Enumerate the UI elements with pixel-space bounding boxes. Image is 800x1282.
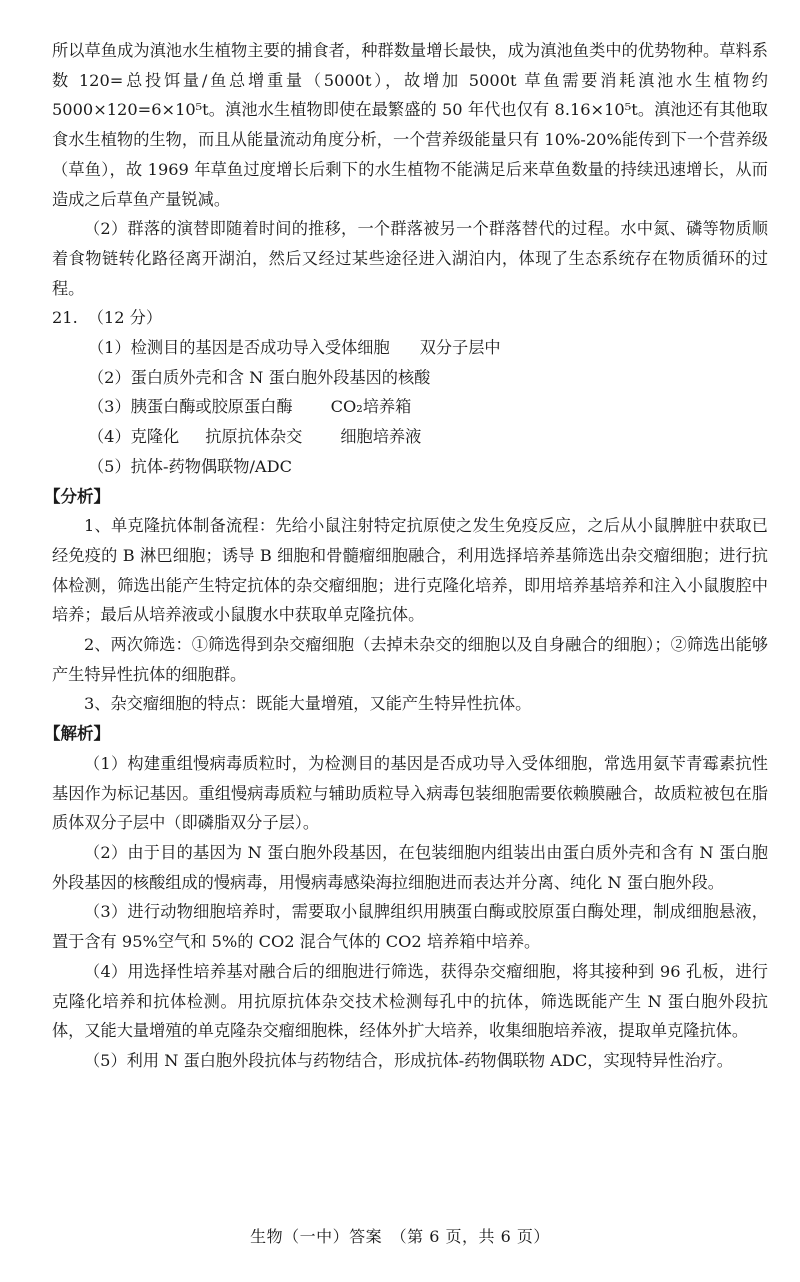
analysis-paragraph-1: 1、单克隆抗体制备流程：先给小鼠注射特定抗原使之发生免疫反应，之后从小鼠脾脏中获取已经免疫的 B 淋巴细胞；诱导 B 细胞和骨髓瘤细胞融合，利用选择培养基筛选出杂交瘤细胞；进行抗体检测，筛选出能产生特定抗体的杂交瘤细胞；进行克隆化培养，即用培养基培养和注入小鼠腹腔中培养；最后从培养液或小鼠腹水中获取单克隆抗体。 bbox=[52, 516, 768, 625]
answer-row-1 bbox=[88, 333, 768, 363]
answer-row-5 bbox=[88, 452, 768, 482]
answer-row-4 bbox=[88, 422, 768, 452]
answer-row-3 bbox=[88, 392, 768, 422]
answer-list bbox=[52, 333, 768, 482]
answer-row-2 bbox=[88, 363, 768, 393]
analysis-title: 【分析】 bbox=[44, 486, 110, 506]
analysis-paragraph-3: 3、杂交瘤细胞的特点：既能大量增殖，又能产生特异性抗体。 bbox=[84, 694, 532, 714]
analysis-paragraph-2: 2、两次筛选：①筛选得到杂交瘤细胞（去掉未杂交的细胞以及自身融合的细胞）；②筛选出能够产生特异性抗体的细胞群。 bbox=[52, 635, 768, 684]
explanation-paragraph-1: （1）构建重组慢病毒质粒时，为检测目的基因是否成功导入受体细胞，常选用氨苄青霉素抗性基因作为标记基因。重组慢病毒质粒与辅助质粒导入病毒包装细胞需要依赖膜融合，故质粒被包在脂质体双分子层中（即磷脂双分子层）。 bbox=[52, 753, 768, 833]
explanation-title: 【解析】 bbox=[44, 724, 110, 744]
answer-5-part-a: （5）抗体-药物偶联物/ADC bbox=[88, 456, 292, 476]
explanation-paragraph-5: （5）利用 N 蛋白胞外段抗体与药物结合，形成抗体-药物偶联物 ADC，实现特异性治疗。 bbox=[84, 1050, 733, 1070]
question-number: 21. bbox=[52, 308, 78, 328]
answer-3-part-a: （3）胰蛋白酶或胶原蛋白酶 bbox=[88, 397, 293, 417]
question-score: （12 分） bbox=[87, 308, 163, 328]
page-content bbox=[44, 36, 768, 1076]
explanation-paragraph-4: （4）用选择性培养基对融合后的细胞进行筛选，获得杂交瘤细胞，将其接种到 96 孔板，进行克隆化培养和抗体检测。用抗原抗体杂交技术检测每孔中的抗体，筛选既能产生 N 蛋白胞外段抗体，又能大量增殖的单克隆杂交瘤细胞株，经体外扩大培养，收集细胞培养液，提取单克隆抗体。 bbox=[52, 961, 768, 1041]
answer-2-part-a: （2）蛋白质外壳和含 N 蛋白胞外段基因的核酸 bbox=[88, 367, 431, 387]
page-footer: 生物（一中）答案 （第 6 页，共 6 页） bbox=[250, 1227, 550, 1246]
explanation-paragraph-3: （3）进行动物细胞培养时，需要取小鼠脾组织用胰蛋白酶或胶原蛋白酶处理，制成细胞悬液，置于含有 95%空气和 5%的 CO2 混合气体的 CO2 培养箱中培养。 bbox=[52, 902, 768, 952]
answer-4-part-c: 细胞培养液 bbox=[340, 427, 422, 447]
answer-4-part-a: （4）克隆化 bbox=[88, 427, 180, 447]
explanation-paragraph-2: （2）由于目的基因为 N 蛋白胞外段基因，在包装细胞内组装出由蛋白质外壳和含有 N 蛋白胞外段基因的核酸组成的慢病毒，用慢病毒感染海拉细胞进而表达并分离、纯化 N 蛋白胞外段。 bbox=[52, 842, 768, 892]
answer-4-part-b: 抗原抗体杂交 bbox=[205, 427, 303, 447]
answer-1-part-a: （1）检测目的基因是否成功导入受体细胞 bbox=[88, 338, 390, 358]
answer-3-part-b: CO₂培养箱 bbox=[330, 397, 412, 417]
intro-paragraph-1: 所以草鱼成为滇池水生植物主要的捕食者，种群数量增长最快，成为滇池鱼类中的优势物种。草料系数 120=总投饵量/鱼总增重量（5000t），故增加 5000t 草鱼需要消耗滇池水生植物约 5000×120=6×10⁵t。滇池水生植物即使在最繁盛的 50 年代也仅有 8.16×10⁵t。滇池还有其他取食水生植物的生物，而且从能量流动角度分析，一个营养级能量只有 10%-20%能传到下一个营养级（草鱼），故 1969 年草鱼过度增长后剩下的水生植物不能满足后来草鱼数量的持续迅速增长，从而造成之后草鱼产量锐减。 bbox=[52, 41, 768, 209]
intro-paragraph-2: （2）群落的演替即随着时间的推移，一个群落被另一个群落替代的过程。水中氮、磷等物质顺着食物链转化路径离开湖泊，然后又经过某些途径进入湖泊内，体现了生态系统存在物质循环的过程。 bbox=[52, 219, 768, 298]
question-header bbox=[52, 303, 768, 333]
answer-1-part-b: 双分子层中 bbox=[419, 338, 501, 358]
